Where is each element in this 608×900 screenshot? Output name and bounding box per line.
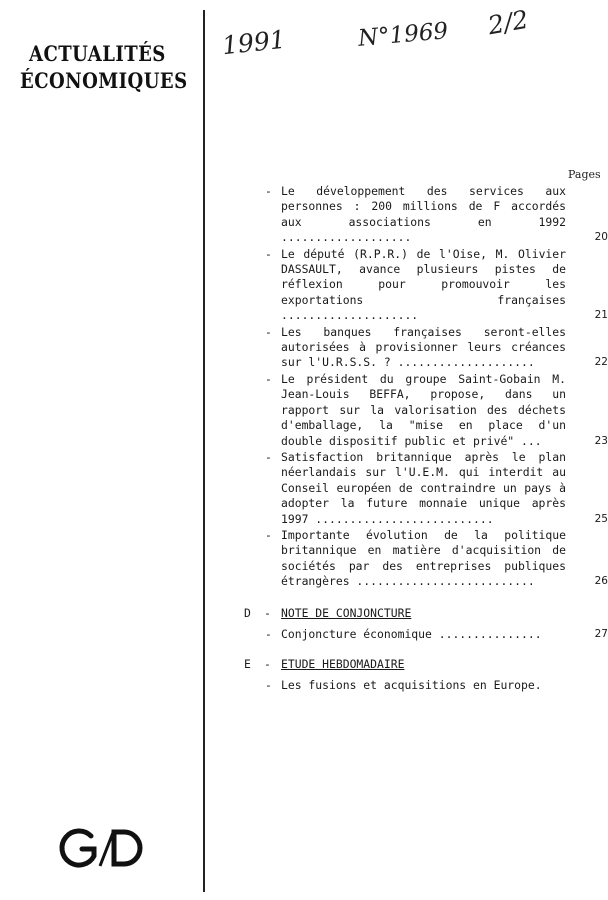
entry-text: Le député (R.P.R.) de l'Oise, M. Olivier DASSAULT, avance plusieurs pistes de réflexion pour promouvoir les exportations françaises .................... (281, 246, 566, 323)
section-title: ETUDE HEBDOMADAIRE (281, 656, 405, 671)
entry-dash: - (265, 184, 272, 198)
masthead-line-1: ACTUALITÉS (29, 41, 166, 66)
toc-entry (265, 246, 608, 324)
entry-text: Le président du groupe Saint-Gobain M. Jean-Louis BEFFA, propose, dans un rapport sur la valorisation des déchets d'emballage, la "mise en place d'un double dispositif public et privé" ... (281, 371, 566, 448)
handwritten-year: 1991 (220, 24, 287, 61)
toc-entry (265, 449, 608, 527)
entry-dash: - (265, 449, 272, 464)
entry-dash: - (265, 677, 272, 692)
entry-text: Satisfaction britannique après le plan néerlandais sur l'U.E.M. qui interdit au Conseil européen de contraindre un pays à adopter la future monnaie unique après 1997 .......................... (281, 449, 566, 526)
section-letter: E (244, 656, 251, 671)
masthead (20, 40, 188, 94)
section-dash: - (264, 605, 271, 620)
entry-page: 25 (594, 512, 608, 525)
entry-page: 22 (594, 356, 608, 369)
pages-column-label: Pages (568, 168, 601, 181)
entry-text: Importante évolution de la politique britannique en matière d'acquisition de sociétés par des entreprises publiques étrangères .......................... (281, 527, 566, 589)
entry-dash: - (265, 527, 272, 542)
section-dash: - (264, 656, 271, 671)
table-of-contents (0, 184, 608, 693)
publisher-logo (58, 826, 158, 870)
toc-entry (265, 626, 608, 642)
entry-text: Le développement des services aux personnes : 200 millions de F accordés aux associations en 1992 ................... (281, 184, 566, 245)
entry-page: 20 (594, 231, 608, 244)
toc-entry (265, 527, 608, 590)
toc-entry (265, 184, 608, 246)
section-letter: D (244, 605, 251, 620)
section-title: NOTE DE CONJONCTURE (281, 605, 412, 620)
toc-entries-top (0, 184, 608, 590)
entry-dash: - (265, 324, 272, 339)
entry-dash: - (265, 371, 272, 386)
masthead-line-2: ÉCONOMIQUES (20, 68, 188, 93)
entry-page: 23 (594, 434, 608, 447)
entry-page: 26 (594, 575, 608, 588)
handwritten-issue-number: N°1969 (357, 18, 450, 52)
entry-dash: - (265, 626, 272, 641)
entry-text: Conjoncture économique ............... (281, 626, 542, 641)
handwritten-part: 2/2 (485, 4, 531, 41)
entry-page: 21 (594, 309, 608, 322)
toc-entry (265, 371, 608, 449)
entry-page: 27 (594, 627, 608, 640)
section-header-e (0, 655, 598, 673)
toc-entry (265, 678, 566, 693)
section-header-d (0, 604, 598, 622)
entry-text: Les banques françaises seront-elles autorisées à provisionner leurs créances sur l'U.R.S.S. ? .................... (281, 324, 566, 370)
entry-dash: - (265, 246, 272, 261)
toc-entry (265, 324, 608, 371)
entry-text: Les fusions et acquisitions en Europe. (281, 677, 542, 692)
